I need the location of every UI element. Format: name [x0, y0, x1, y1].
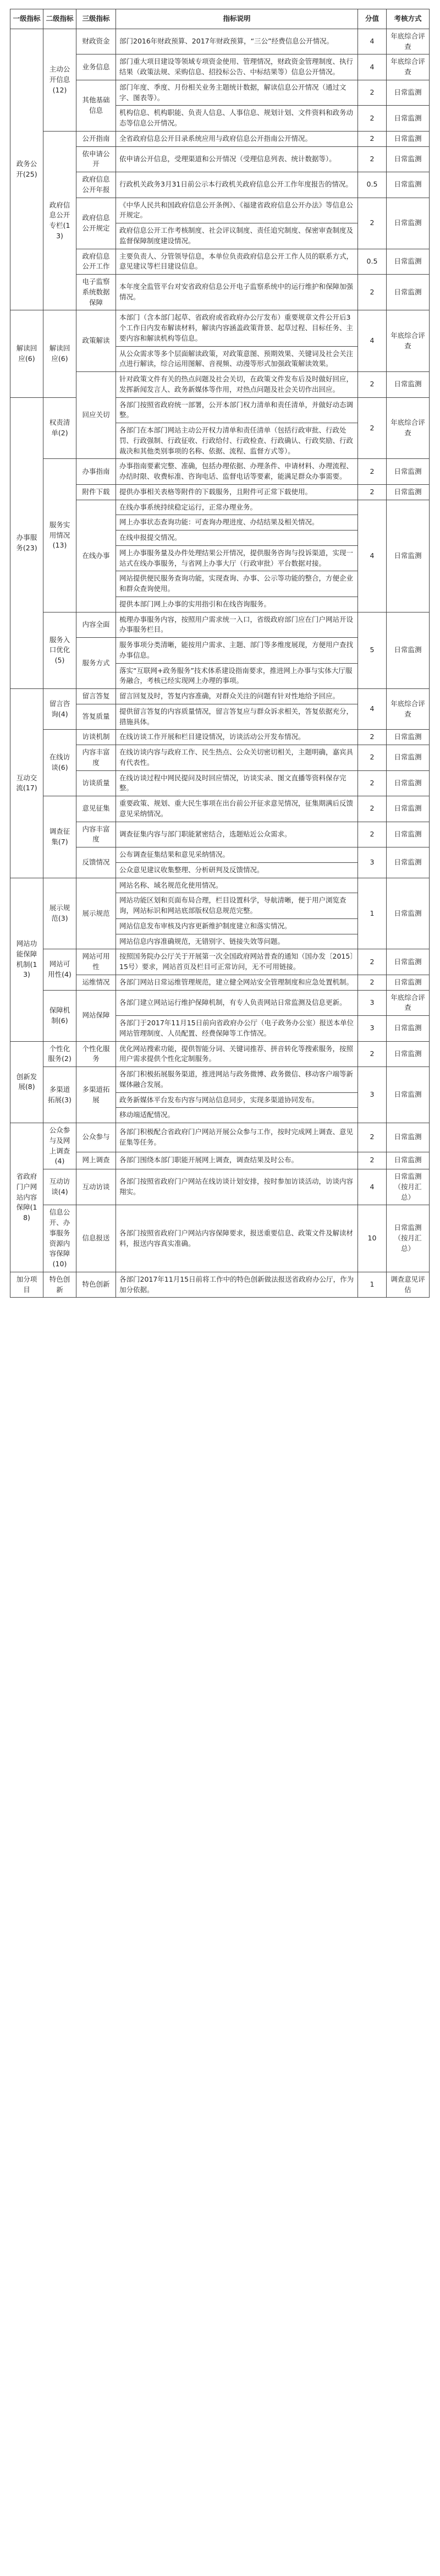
cell-level1: 省政府门户网站内容保障(18) — [10, 1123, 43, 1272]
cell-level2: 主动公开信息(12) — [43, 29, 76, 131]
cell-method: 日常监测 — [387, 822, 430, 847]
cell-level2: 权责清单(2) — [43, 397, 76, 459]
table-row — [10, 1123, 430, 1152]
cell-description: 各部门在本部门网站主动公开权力清单和责任清单（包括行政审批、行政处罚、行政强制、行政征收、行政给付、行政检查、行政确认、行政奖励、行政裁决和其他类别事项的名称、依据、流程、监督方式等）。 — [116, 423, 358, 459]
cell-level3: 信息报送 — [76, 1205, 116, 1272]
cell-level3: 留言答复 — [76, 689, 116, 704]
cell-description: 调查征集内容与部门职能紧密结合，选题贴近公众需求。 — [116, 822, 358, 847]
cell-level1: 互动交流(17) — [10, 689, 43, 878]
cell-description: 各部门积极配合省政府门户网站开展公众参与工作，按时完成网上调查、意见征集等任务。 — [116, 1123, 358, 1152]
cell-method: 日常监测 — [387, 131, 430, 146]
cell-description: 从公众需求等多个层面解读政策，对政策意图、预期效果、关键词及社会关注点进行解读，综合运用图解、音视频、动漫等形式加强政策解读效果。 — [116, 346, 358, 372]
cell-method: 日常监测 — [387, 1123, 430, 1152]
table-row — [10, 1041, 430, 1067]
cell-level2: 政府信息公开专栏(13) — [43, 131, 76, 310]
cell-description: 各部门2017年11月15日前将工作中的特色创新做法报送省政府办公厅，作为加分依据。 — [116, 1272, 358, 1298]
cell-score: 3 — [358, 1016, 387, 1042]
cell-level2: 留言咨询(4) — [43, 689, 76, 730]
cell-level2: 信息公开、办事服务资源内容保障(10) — [43, 1205, 76, 1272]
cell-score: 1 — [358, 878, 387, 949]
cell-description: 在线办事系统持续稳定运行，正常办理业务。 — [116, 500, 358, 515]
cell-description: 网站信息内容准确规范，无错别字、链接失效等问题。 — [116, 934, 358, 949]
cell-level3: 政府信息公开工作 — [76, 249, 116, 275]
cell-description: 重要政策、规划、重大民生事项在出台前公开征求意见情况，征集期满后反馈意见采纳情况。 — [116, 796, 358, 822]
cell-score: 0.5 — [358, 172, 387, 198]
table-row — [10, 1272, 430, 1298]
cell-score: 4 — [358, 1169, 387, 1205]
cell-level3: 内容丰富度 — [76, 745, 116, 771]
cell-score: 10 — [358, 1205, 387, 1272]
cell-method: 日常监测 — [387, 949, 430, 975]
cell-description: 优化网站搜索功能，提供智能分词、关键词推荐、拼音转化等搜索服务，按照用户需求提供个性化定制服务。 — [116, 1041, 358, 1067]
table-row — [10, 949, 430, 975]
cell-description: 各部门按照省政府门户网站在线访谈计划安排，按时参加访谈活动，访谈内容翔实。 — [116, 1169, 358, 1205]
cell-score: 2 — [358, 822, 387, 847]
cell-description: 政务新媒体平台发布内容与网站信息同步，实现多渠道协同发布。 — [116, 1092, 358, 1108]
cell-level3: 依申请公开 — [76, 146, 116, 172]
cell-description: 落实“互联网+政务服务”技术体系建设指南要求，推进网上办事与实体大厅服务融合，考核已经实现网上办理的事项。 — [116, 663, 358, 689]
cell-level3: 电子监察系统数据保障 — [76, 275, 116, 310]
cell-score: 2 — [358, 80, 387, 106]
cell-description: 在线申报提交情况。 — [116, 530, 358, 546]
cell-level2: 多渠道拓展(3) — [43, 1067, 76, 1123]
cell-method: 日常监测 — [387, 796, 430, 822]
cell-level2: 在线访谈(6) — [43, 730, 76, 796]
cell-level3: 财政资金 — [76, 29, 116, 54]
header-score: 分值 — [358, 9, 387, 29]
cell-method: 年底综合评查 — [387, 29, 430, 54]
cell-level3: 政府信息公开规定 — [76, 198, 116, 249]
cell-description: 留言回复及时，答复内容准确，对群众关注的问题有针对性地给予回应。 — [116, 689, 358, 704]
cell-method: 日常监测 — [387, 372, 430, 398]
cell-level3: 网站可用性 — [76, 949, 116, 975]
evaluation-table — [10, 9, 430, 1298]
cell-level1: 政务公开(25) — [10, 29, 43, 310]
cell-description: 各部门建立网站运行维护保障机制，有专人负责网站日常监测及信息更新。 — [116, 990, 358, 1016]
cell-description: 在线访谈过程中网民提问及时回应情况，访谈实录、图文直播等资料保存完整。 — [116, 770, 358, 796]
cell-score: 1 — [358, 1272, 387, 1298]
cell-score: 4 — [358, 310, 387, 372]
cell-score: 5 — [358, 612, 387, 689]
cell-level3: 其他基础信息 — [76, 80, 116, 131]
cell-description: 政府信息公开工作考核制度、社会评议制度、责任追究制度、保密审查制度及监督保障制度建设情况。 — [116, 223, 358, 249]
header-description: 指标说明 — [116, 9, 358, 29]
cell-method: 日常监测（按月汇总） — [387, 1205, 430, 1272]
cell-level2: 展示规范(3) — [43, 878, 76, 949]
table-row — [10, 397, 430, 423]
cell-level3: 访谈质量 — [76, 770, 116, 796]
cell-score: 2 — [358, 397, 387, 459]
table-row — [10, 796, 430, 822]
cell-description: 部门年度、季度、月份相关业务主题统计数据，解读信息公开情况（通过文字、图表等）。 — [116, 80, 358, 106]
cell-method: 日常监测 — [387, 249, 430, 275]
cell-level3: 网上调查 — [76, 1152, 116, 1169]
cell-score: 2 — [358, 975, 387, 990]
cell-level3: 意见征集 — [76, 796, 116, 822]
header-method: 考核方式 — [387, 9, 430, 29]
cell-level2: 网站可用性(4) — [43, 949, 76, 990]
cell-method: 年底综合评查 — [387, 397, 430, 459]
cell-description: 各部门于2017年11月15日前向省政府办公厅（电子政务办公室）报送本单位网站管理制度、人员配置、经费保障等工作情况。 — [116, 1016, 358, 1042]
cell-level3: 答复质量 — [76, 704, 116, 730]
cell-method: 日常监测 — [387, 612, 430, 689]
cell-description: 在线访谈内容与政府工作、民生热点、公众关切密切相关，主题明确，嘉宾具有代表性。 — [116, 745, 358, 771]
cell-method: 年底综合评查 — [387, 54, 430, 80]
cell-score: 2 — [358, 1123, 387, 1152]
cell-score: 2 — [358, 745, 387, 771]
table-row — [10, 730, 430, 745]
cell-level2: 服务实用情况(13) — [43, 459, 76, 612]
cell-level3: 展示规范 — [76, 878, 116, 949]
cell-description: 公众意见建议收集整理、分析研判及反馈情况。 — [116, 862, 358, 878]
cell-score: 4 — [358, 689, 387, 730]
cell-score: 2 — [358, 275, 387, 310]
cell-level1: 办事服务(23) — [10, 397, 43, 689]
cell-description: 移动端适配情况。 — [116, 1108, 358, 1123]
table-row — [10, 1067, 430, 1093]
table-row — [10, 310, 430, 346]
cell-description: 网站名称、域名规范化使用情况。 — [116, 878, 358, 893]
cell-description: 本年度全监管平台对安省政府信息公开电子监察系统中的运行维护和保障加强情况。 — [116, 275, 358, 310]
cell-method: 日常监测 — [387, 1152, 430, 1169]
table-row — [10, 459, 430, 485]
cell-score: 2 — [358, 730, 387, 745]
cell-method: 调查意见评估 — [387, 1272, 430, 1298]
cell-method: 日常监测 — [387, 770, 430, 796]
cell-method: 日常监测 — [387, 745, 430, 771]
cell-method: 日常监测 — [387, 198, 430, 249]
cell-level3: 特色创新 — [76, 1272, 116, 1298]
cell-score: 3 — [358, 847, 387, 878]
cell-method: 日常监测 — [387, 847, 430, 878]
cell-score: 2 — [358, 372, 387, 398]
cell-description: 依申请公开信息，受理渠道和公开情况（受理信息列表、统计数据等）。 — [116, 146, 358, 172]
cell-description: 在线访谈工作开展和栏目建设情况，访谈活动公开发布情况。 — [116, 730, 358, 745]
table-body — [10, 29, 430, 1298]
cell-level3: 运维情况 — [76, 975, 116, 990]
cell-method: 日常监测 — [387, 275, 430, 310]
cell-method: 日常监测 — [387, 80, 430, 106]
cell-description: 部门重大项目建设等领域专项资金使用、管理情况，财政资金管理制度、执行结果（政策法规、采购信息、招投标公告、中标结果等）信息公开情况。 — [116, 54, 358, 80]
cell-description: 各部门积极拓展服务渠道，推进网站与政务微博、政务微信、移动客户端等新媒体融合发展。 — [116, 1067, 358, 1093]
cell-description: 行政机关政务3月31日前公示本行政机关政府信息公开工作年度报告的情况。 — [116, 172, 358, 198]
cell-method: 日常监测 — [387, 459, 430, 485]
cell-description: 各部门按照省政府门户网站内容保障要求，报送重要信息、政策文件及解读材料，报送内容真实准确。 — [116, 1205, 358, 1272]
cell-description: 网站功能区划和页面布局合理，栏目设置科学，导航清晰，便于用户浏览查询，网站标识和网站底部版权信息规范完整。 — [116, 893, 358, 919]
cell-level2: 互动访谈(4) — [43, 1169, 76, 1205]
cell-description: 各部门按照省政府统一部署，公开本部门权力清单和责任清单，并做好动态调整。 — [116, 397, 358, 423]
cell-score: 2 — [358, 131, 387, 146]
cell-method: 年底综合评查 — [387, 689, 430, 730]
cell-level3: 公开指南 — [76, 131, 116, 146]
cell-score: 2 — [358, 949, 387, 975]
cell-score: 2 — [358, 198, 387, 249]
cell-description: 网上办事状态查询功能：可查询办理进度、办结结果及相关情况。 — [116, 515, 358, 530]
cell-level2: 特色创新 — [43, 1272, 76, 1298]
cell-score: 2 — [358, 1152, 387, 1169]
cell-score: 2 — [358, 796, 387, 822]
cell-description: 各部门网站日常运维管理规范，建立健全网站安全管理制度和应急处置机制。 — [116, 975, 358, 990]
cell-description: 梳理办事服务内容，按照用户需求统一入口，省级政府部门应在门户网站开设办事服务栏目。 — [116, 612, 358, 638]
cell-level3: 回应关切 — [76, 372, 116, 459]
cell-description: 针对政策文件有关的热点问题及社会关切，在政策文件发布后及时做好回应，发挥新闻发言人、政务新媒体等作用，对热点问题及社会关切作出回应。 — [116, 372, 358, 398]
cell-description: 办事指南要素完整、准确，包括办理依据、办理条件、申请材料、办理流程、办结时限、收费标准、咨询电话、监督电话等要素，能满足群众办事需要。 — [116, 459, 358, 485]
cell-level3: 政策解读 — [76, 310, 116, 372]
cell-method: 年底综合评查 — [387, 990, 430, 1016]
cell-score: 0.5 — [358, 249, 387, 275]
cell-level2: 服务入口优化(5) — [43, 612, 76, 689]
cell-level3: 业务信息 — [76, 54, 116, 80]
cell-level3: 访谈机制 — [76, 730, 116, 745]
cell-description: 全省政府信息公开目录系统应用与政府信息公开指南公开情况。 — [116, 131, 358, 146]
cell-description: 提供本部门网上办事的实用指引和在线咨询服务。 — [116, 597, 358, 612]
cell-method: 日常监测 — [387, 1067, 430, 1123]
cell-description: 各部门围绕本部门职能开展网上调查，调查结果及时公布。 — [116, 1152, 358, 1169]
cell-level3: 内容丰富度 — [76, 822, 116, 847]
cell-level1: 网站功能保障机制(13) — [10, 878, 43, 1041]
cell-description: 按照国务院办公厅关于开展第一次全国政府网站普查的通知（国办发〔2015〕15号）要求，网站首页及栏目可正常访问，无不可用链接。 — [116, 949, 358, 975]
table-row — [10, 990, 430, 1016]
cell-score: 4 — [358, 54, 387, 80]
cell-level1: 加分项目 — [10, 1272, 43, 1298]
cell-score: 4 — [358, 29, 387, 54]
cell-level3: 互动访谈 — [76, 1169, 116, 1205]
cell-method: 日常监测（按月汇总） — [387, 1169, 430, 1205]
table-row — [10, 1169, 430, 1205]
cell-level3: 在线办事 — [76, 500, 116, 612]
cell-description: 提供办事相关表格等附件的下载服务，且附件可正常下载使用。 — [116, 484, 358, 500]
cell-method: 日常监测 — [387, 106, 430, 132]
cell-description: 机构信息、机构职能、负责人信息、人事信息、规划计划、文件资料和政务动态等信息公开情况。 — [116, 106, 358, 132]
cell-score: 3 — [358, 990, 387, 1016]
cell-level2: 解读回应(6) — [43, 310, 76, 397]
table-row — [10, 689, 430, 704]
table-row — [10, 878, 430, 893]
header-level3: 三级指标 — [76, 9, 116, 29]
cell-description: 公布调查征集结果和意见采纳情况。 — [116, 847, 358, 863]
header-level1: 一级指标 — [10, 9, 43, 29]
table-row — [10, 612, 430, 638]
cell-method: 日常监测 — [387, 1041, 430, 1067]
cell-level3: 政府信息公开年报 — [76, 172, 116, 198]
cell-description: 《中华人民共和国政府信息公开条例》、《福建省政府信息公开办法》等信息公开规定。 — [116, 198, 358, 223]
table-row — [10, 131, 430, 146]
cell-method: 日常监测 — [387, 500, 430, 612]
cell-score: 2 — [358, 1041, 387, 1067]
cell-level3: 内容全面 — [76, 612, 116, 638]
cell-score: 2 — [358, 770, 387, 796]
cell-score: 2 — [358, 459, 387, 485]
cell-level3: 网站保障 — [76, 990, 116, 1041]
cell-method: 日常监测 — [387, 975, 430, 990]
cell-level1: 创新发展(8) — [10, 1041, 43, 1123]
cell-level3: 办事指南 — [76, 459, 116, 485]
cell-score: 3 — [358, 1067, 387, 1123]
cell-description: 网站信息发布审核及内容更新维护制度建立和落实情况。 — [116, 918, 358, 934]
cell-level3: 服务方式 — [76, 638, 116, 689]
table-row — [10, 1205, 430, 1272]
cell-method: 日常监测 — [387, 146, 430, 172]
cell-method: 日常监测 — [387, 1016, 430, 1042]
cell-score: 2 — [358, 484, 387, 500]
cell-level1: 解读回应(6) — [10, 310, 43, 397]
cell-description: 网站提供便民服务查询功能，实现查询、办事、公示等功能的整合，方便企业和群众查询使用。 — [116, 571, 358, 597]
cell-method: 日常监测 — [387, 172, 430, 198]
cell-level2: 调查征集(7) — [43, 796, 76, 878]
cell-description: 主要负责人、分管领导信息，本单位负责政府信息公开工作人员的联系方式，意见建议等栏目建设信息。 — [116, 249, 358, 275]
cell-level2: 保障机制(6) — [43, 990, 76, 1041]
cell-level3: 个性化服务 — [76, 1041, 116, 1067]
cell-description: 本部门（含本部门起草、省政府或省政府办公厅发布）重要规章文件公开后3个工作日内发布解读材料，解读内容涵盖政策背景、起草过程、目标任务、主要内容和解读机构等信息。 — [116, 310, 358, 346]
cell-method: 日常监测 — [387, 878, 430, 949]
cell-description: 服务事项分类清晰，能按用户需求、主题、部门等多维度展现，方便用户查找办事信息。 — [116, 638, 358, 664]
header-level2: 二级指标 — [43, 9, 76, 29]
table-header-row — [10, 9, 430, 29]
cell-score: 2 — [358, 146, 387, 172]
cell-description: 网上办事服务量及办件处理结果公开情况，提供服务咨询与投诉渠道，实现一站式在线办事服务，与省网上办事大厅（行政审批）平台数据对接。 — [116, 545, 358, 571]
cell-level3: 公众参与 — [76, 1123, 116, 1152]
cell-method: 日常监测 — [387, 730, 430, 745]
cell-score: 4 — [358, 500, 387, 612]
cell-level2: 公众参与及网上调查(4) — [43, 1123, 76, 1169]
cell-method: 日常监测 — [387, 484, 430, 500]
cell-level3: 多渠道拓展 — [76, 1067, 116, 1123]
cell-description: 提供留言答复的内容质量情况，留言答复应与群众诉求相关，答复依据充分，措施具体。 — [116, 704, 358, 730]
cell-description: 部门2016年财政预算、2017年财政预算，“三公”经费信息公开情况。 — [116, 29, 358, 54]
cell-score: 2 — [358, 106, 387, 132]
table-row — [10, 29, 430, 54]
cell-level3: 附件下载 — [76, 484, 116, 500]
cell-level2: 个性化服务(2) — [43, 1041, 76, 1067]
cell-level3: 反馈情况 — [76, 847, 116, 878]
cell-method: 年底综合评查 — [387, 310, 430, 372]
